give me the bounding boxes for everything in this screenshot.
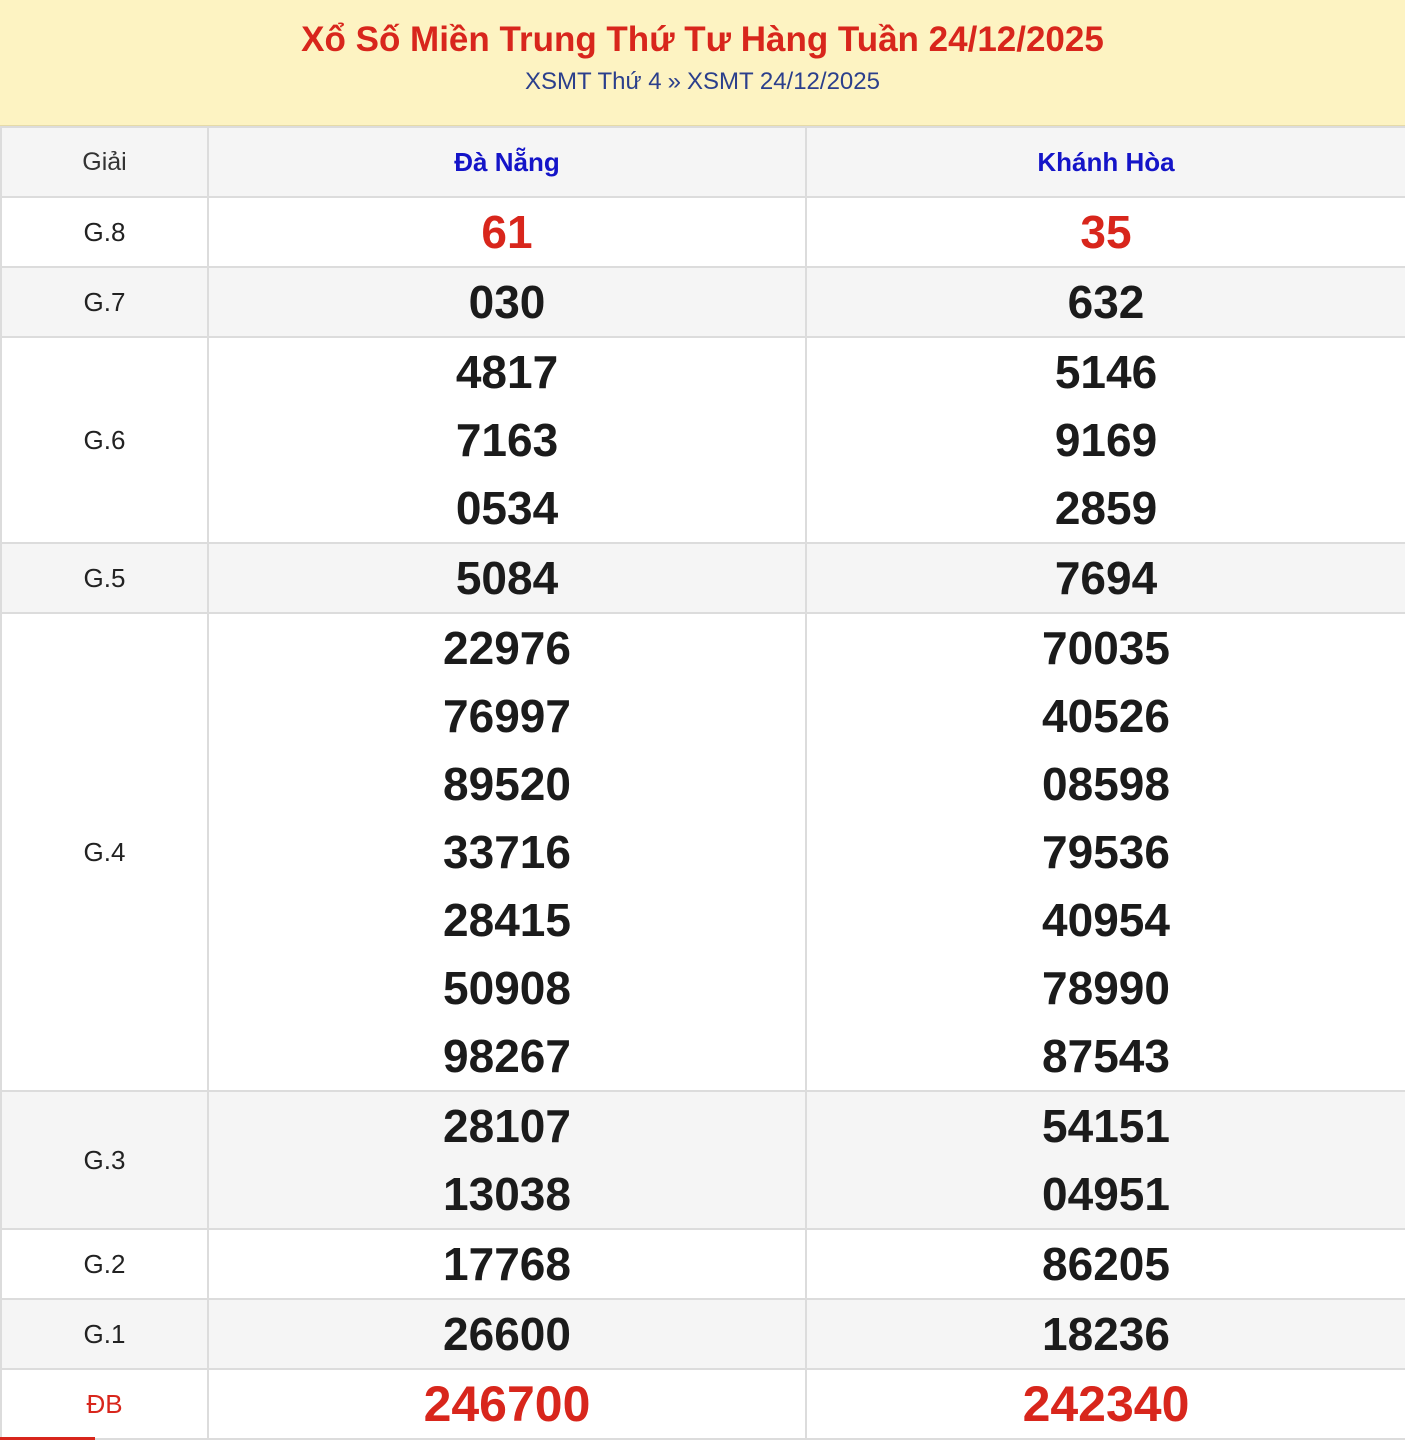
prize-cell-da-nang bbox=[208, 613, 806, 1091]
prize-label: ĐB bbox=[1, 1369, 208, 1439]
lottery-number: 61 bbox=[481, 206, 533, 258]
lottery-number: 79536 bbox=[1042, 826, 1170, 878]
lottery-number: 242340 bbox=[1022, 1376, 1190, 1432]
prize-cell-da-nang bbox=[208, 1299, 806, 1369]
prize-row bbox=[1, 197, 1405, 267]
prize-label: G.8 bbox=[1, 197, 208, 267]
lottery-number: 98267 bbox=[443, 1030, 571, 1082]
prize-cell-da-nang bbox=[208, 267, 806, 337]
prize-row bbox=[1, 1091, 1405, 1229]
lottery-number: 26600 bbox=[443, 1308, 571, 1360]
prize-row bbox=[1, 1369, 1405, 1439]
prize-label: G.3 bbox=[1, 1091, 208, 1229]
lottery-number: 08598 bbox=[1042, 758, 1170, 810]
lottery-number: 40954 bbox=[1042, 894, 1170, 946]
breadcrumb-link-weekday[interactable]: XSMT Thứ 4 bbox=[525, 68, 662, 95]
lottery-number: 246700 bbox=[423, 1376, 591, 1432]
prize-cell-khanh-hoa bbox=[806, 267, 1405, 337]
lottery-number: 2859 bbox=[1054, 482, 1158, 534]
prize-cell-da-nang bbox=[208, 1369, 806, 1439]
prize-cell-da-nang bbox=[208, 1229, 806, 1299]
lottery-number: 89520 bbox=[443, 758, 571, 810]
lottery-number: 7163 bbox=[455, 414, 559, 466]
results-table bbox=[0, 126, 1405, 1440]
lottery-number: 76997 bbox=[443, 690, 571, 742]
prize-cell-da-nang bbox=[208, 197, 806, 267]
breadcrumb-separator: » bbox=[667, 68, 681, 95]
prize-row bbox=[1, 267, 1405, 337]
prize-cell-da-nang bbox=[208, 337, 806, 543]
results-header bbox=[0, 0, 1405, 126]
prize-cell-khanh-hoa bbox=[806, 1369, 1405, 1439]
lottery-number: 28107 bbox=[443, 1100, 571, 1152]
column-header-prize: Giải bbox=[1, 127, 208, 197]
breadcrumb-link-date[interactable]: XSMT 24/12/2025 bbox=[686, 68, 880, 95]
prize-label: G.4 bbox=[1, 613, 208, 1091]
lottery-number: 9169 bbox=[1054, 414, 1158, 466]
lottery-number: 18236 bbox=[1042, 1308, 1170, 1360]
column-header-da-nang[interactable]: Đà Nẵng bbox=[208, 127, 806, 197]
prize-row bbox=[1, 1299, 1405, 1369]
prize-label: G.1 bbox=[1, 1299, 208, 1369]
lottery-number: 0534 bbox=[455, 482, 559, 534]
prize-cell-khanh-hoa bbox=[806, 613, 1405, 1091]
lottery-number: 5146 bbox=[1054, 346, 1158, 398]
lottery-number: 33716 bbox=[443, 826, 571, 878]
prize-cell-khanh-hoa bbox=[806, 1091, 1405, 1229]
prize-cell-da-nang bbox=[208, 1091, 806, 1229]
lottery-number: 5084 bbox=[455, 552, 559, 604]
lottery-number: 17768 bbox=[443, 1238, 571, 1290]
breadcrumb bbox=[0, 67, 1405, 97]
prize-cell-khanh-hoa bbox=[806, 337, 1405, 543]
lottery-number: 632 bbox=[1067, 276, 1145, 328]
lottery-number: 78990 bbox=[1042, 962, 1170, 1014]
prize-cell-da-nang bbox=[208, 543, 806, 613]
lottery-number: 40526 bbox=[1042, 690, 1170, 742]
lottery-number: 22976 bbox=[443, 622, 571, 674]
lottery-number: 50908 bbox=[443, 962, 571, 1014]
lottery-number: 70035 bbox=[1042, 622, 1170, 674]
prize-cell-khanh-hoa bbox=[806, 197, 1405, 267]
lottery-number: 7694 bbox=[1054, 552, 1158, 604]
lottery-number: 54151 bbox=[1042, 1100, 1170, 1152]
prize-cell-khanh-hoa bbox=[806, 1299, 1405, 1369]
prize-label: G.2 bbox=[1, 1229, 208, 1299]
prize-cell-khanh-hoa bbox=[806, 543, 1405, 613]
prize-label: G.6 bbox=[1, 337, 208, 543]
lottery-number: 87543 bbox=[1042, 1030, 1170, 1082]
prize-cell-khanh-hoa bbox=[806, 1229, 1405, 1299]
page-title: Xổ Số Miền Trung Thứ Tư Hàng Tuần 24/12/2025 bbox=[301, 20, 1104, 59]
prize-row bbox=[1, 613, 1405, 1091]
lottery-number: 35 bbox=[1080, 206, 1132, 258]
prize-row bbox=[1, 337, 1405, 543]
lottery-number: 86205 bbox=[1042, 1238, 1170, 1290]
lottery-number: 13038 bbox=[443, 1168, 571, 1220]
results-body bbox=[1, 197, 1405, 1439]
prize-row bbox=[1, 543, 1405, 613]
prize-label: G.5 bbox=[1, 543, 208, 613]
prize-label: G.7 bbox=[1, 267, 208, 337]
lottery-number: 04951 bbox=[1042, 1168, 1170, 1220]
lottery-number: 030 bbox=[468, 276, 546, 328]
lottery-number: 4817 bbox=[455, 346, 559, 398]
column-header-khanh-hoa[interactable]: Khánh Hòa bbox=[806, 127, 1405, 197]
lottery-number: 28415 bbox=[443, 894, 571, 946]
prize-row bbox=[1, 1229, 1405, 1299]
